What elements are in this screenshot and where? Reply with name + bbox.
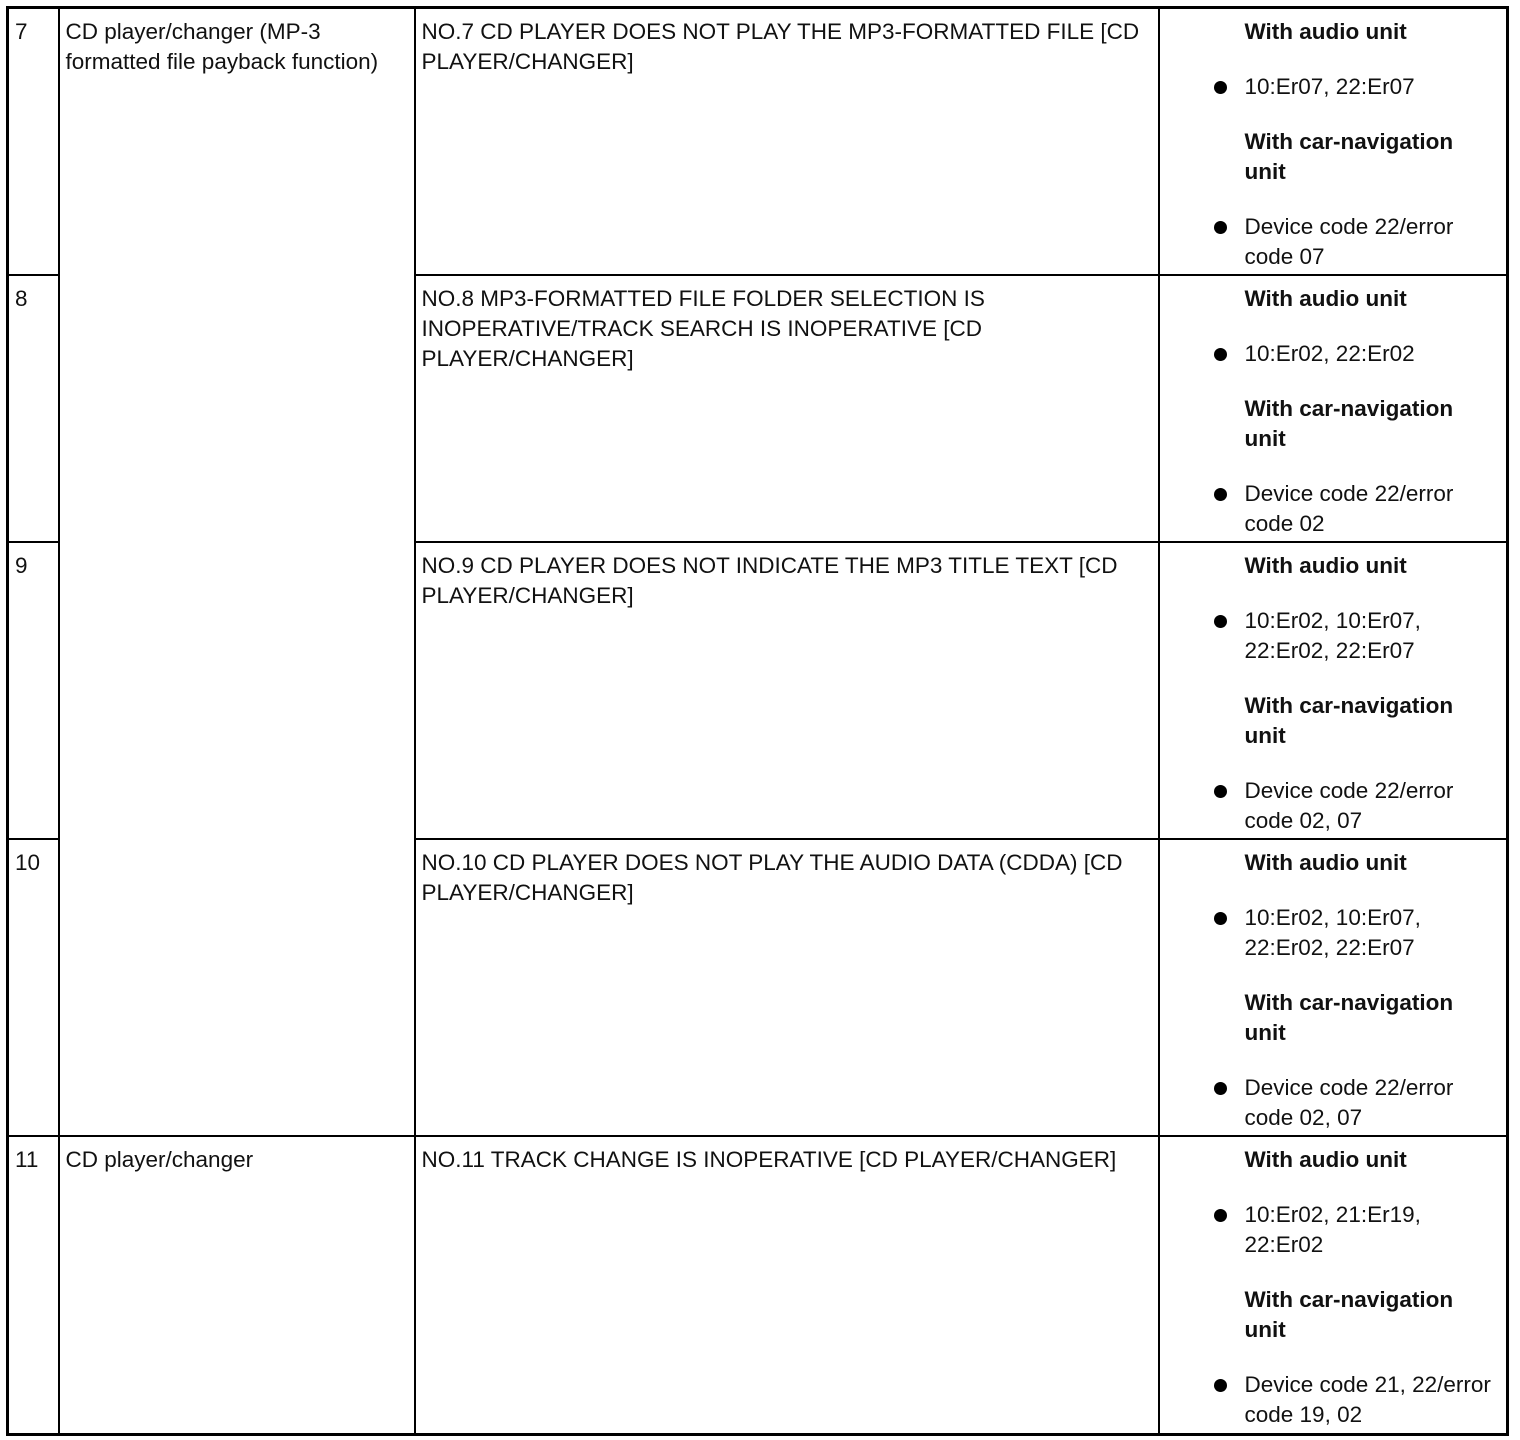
bullet-icon: [1214, 785, 1227, 798]
audio-unit-heading: With audio unit: [1244, 552, 1407, 578]
bullet-icon: [1214, 1082, 1227, 1095]
audio-unit-codes-text: 10:Er02, 21:Er19, 22:Er02: [1244, 1201, 1421, 1257]
audio-unit-codes-text: 10:Er02, 10:Er07, 22:Er02, 22:Er07: [1244, 904, 1421, 960]
nav-unit-codes-text: Device code 22/error code 02: [1244, 480, 1454, 536]
symptom-table: [6, 6, 1509, 1436]
bullet-icon: [1214, 221, 1227, 234]
table-row: [8, 8, 1508, 275]
device-name: CD player/changer (MP-3 formatted file payback function): [59, 8, 415, 1136]
symptom-link[interactable]: NO.9 CD PLAYER DOES NOT INDICATE THE MP3 TITLE TEXT [CD PLAYER/CHANGER]: [415, 542, 1159, 839]
audio-unit-heading: With audio unit: [1244, 849, 1407, 875]
bullet-icon: [1214, 81, 1227, 94]
bullet-icon: [1214, 1379, 1227, 1392]
error-codes-cell: [1159, 275, 1508, 542]
nav-unit-codes-text: Device code 22/error code 07: [1244, 214, 1454, 269]
audio-unit-heading: With audio unit: [1244, 19, 1407, 44]
nav-unit-codes-text: Device code 22/error code 02, 07: [1244, 1074, 1454, 1130]
row-number: 9: [8, 542, 59, 839]
nav-unit-heading: With car-navigation unit: [1244, 1286, 1454, 1342]
nav-unit-codes: [1166, 776, 1501, 836]
audio-unit-heading: With audio unit: [1244, 1146, 1407, 1172]
bullet-icon: [1214, 912, 1227, 925]
nav-unit-codes: [1166, 212, 1501, 272]
nav-unit-heading: With car-navigation unit: [1244, 692, 1454, 748]
row-number: 11: [8, 1136, 59, 1435]
row-number: 8: [8, 275, 59, 542]
error-codes-cell: [1159, 542, 1508, 839]
nav-unit-codes: [1166, 479, 1501, 539]
nav-unit-heading: With car-navigation unit: [1244, 395, 1454, 451]
symptom-link[interactable]: NO.11 TRACK CHANGE IS INOPERATIVE [CD PLAYER/CHANGER]: [415, 1136, 1159, 1435]
error-codes-cell: [1159, 1136, 1508, 1435]
row-number: 10: [8, 839, 59, 1136]
audio-unit-codes-text: 10:Er02, 22:Er02: [1244, 340, 1415, 366]
bullet-icon: [1214, 488, 1227, 501]
nav-unit-codes: [1166, 1073, 1501, 1133]
error-codes-cell: [1159, 8, 1508, 275]
audio-unit-codes: [1166, 903, 1501, 963]
bullet-icon: [1214, 348, 1227, 361]
nav-unit-heading: With car-navigation unit: [1244, 989, 1454, 1045]
audio-unit-heading: With audio unit: [1244, 285, 1407, 311]
audio-unit-codes-text: 10:Er02, 10:Er07, 22:Er02, 22:Er07: [1244, 607, 1421, 663]
row-number: 7: [8, 8, 59, 275]
audio-unit-codes-text: 10:Er07, 22:Er07: [1244, 74, 1415, 99]
audio-unit-codes: [1166, 606, 1501, 666]
audio-unit-codes: [1166, 1200, 1501, 1260]
table-row: [8, 1136, 1508, 1435]
symptom-link[interactable]: NO.10 CD PLAYER DOES NOT PLAY THE AUDIO DATA (CDDA) [CD PLAYER/CHANGER]: [415, 839, 1159, 1136]
device-name: CD player/changer: [59, 1136, 415, 1435]
error-codes-cell: [1159, 839, 1508, 1136]
audio-unit-codes: [1166, 72, 1501, 102]
nav-unit-codes-text: Device code 21, 22/error code 19, 02: [1244, 1371, 1491, 1427]
bullet-icon: [1214, 615, 1227, 628]
bullet-icon: [1214, 1209, 1227, 1222]
symptom-link[interactable]: NO.8 MP3-FORMATTED FILE FOLDER SELECTION IS INOPERATIVE/TRACK SEARCH IS INOPERATIVE [CD PLAYER/CHANGER]: [415, 275, 1159, 542]
audio-unit-codes: [1166, 339, 1501, 369]
nav-unit-codes-text: Device code 22/error code 02, 07: [1244, 777, 1454, 833]
symptom-link[interactable]: NO.7 CD PLAYER DOES NOT PLAY THE MP3-FORMATTED FILE [CD PLAYER/CHANGER]: [415, 8, 1159, 275]
nav-unit-heading: With car-navigation unit: [1244, 129, 1454, 184]
nav-unit-codes: [1166, 1370, 1501, 1430]
